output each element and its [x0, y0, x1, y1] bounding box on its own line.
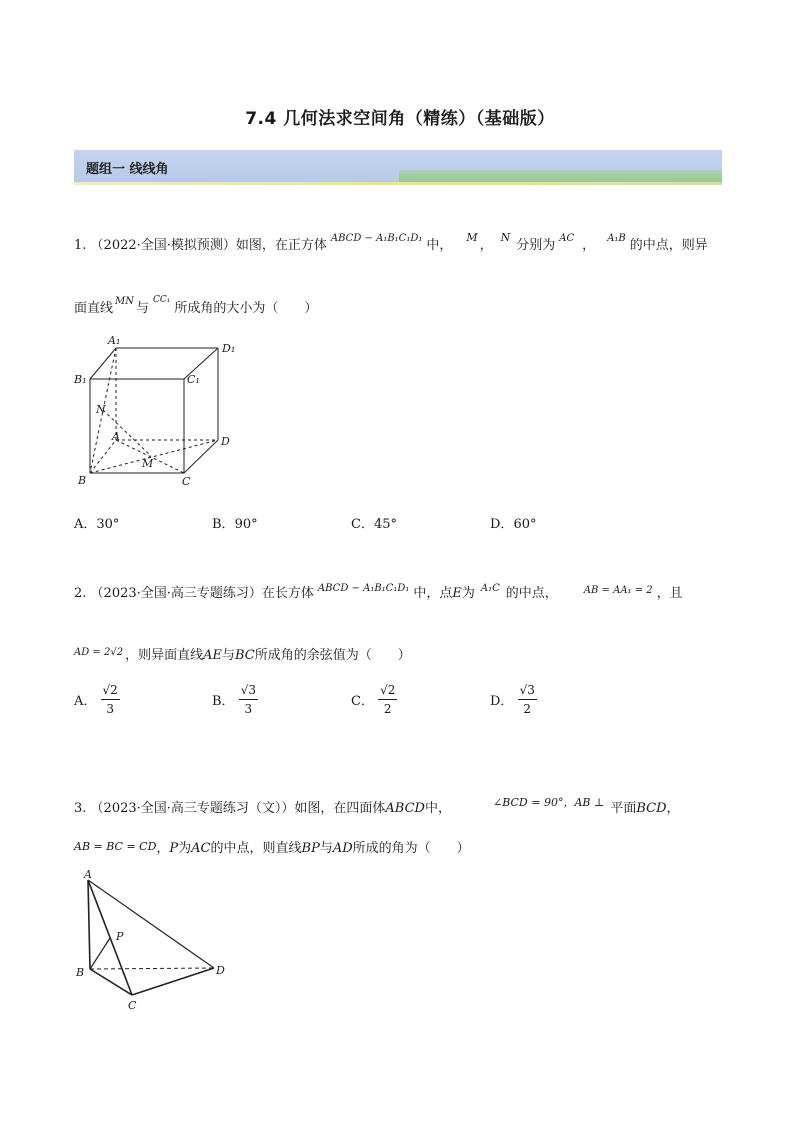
- question-text: 与: [319, 841, 333, 856]
- question-text: 在长方体: [261, 586, 314, 601]
- label-c: C: [182, 475, 191, 488]
- label-p: P: [116, 930, 124, 943]
- label-c1: C₁: [187, 373, 200, 386]
- math-bcd: BCD: [636, 801, 667, 816]
- fraction-numerator: √3: [518, 684, 537, 700]
- label-d1: D₁: [222, 342, 236, 355]
- label-c: C: [128, 999, 137, 1012]
- question-text: 如图，在四面体: [294, 801, 386, 816]
- q2-option-a[interactable]: [74, 684, 120, 715]
- question-text: 为: [461, 586, 475, 601]
- label-a: A: [112, 430, 120, 443]
- option-value: 45°: [373, 517, 397, 532]
- label-a1: A₁: [108, 334, 121, 347]
- math-bc: BC: [235, 648, 255, 663]
- cube-figure: [74, 332, 244, 492]
- option-label: C．: [351, 694, 374, 709]
- section-header-strip: [399, 170, 722, 182]
- question-text: 的中点，则直线: [210, 841, 302, 856]
- option-fraction: [239, 684, 258, 715]
- question-3-line-1: [74, 797, 680, 816]
- question-number: 3.: [74, 801, 87, 816]
- section-label: 题组一 线线角: [86, 162, 169, 177]
- question-text: 所成角的大小为（ ）: [174, 301, 318, 316]
- question-text: 与: [221, 648, 235, 663]
- question-text: ，: [479, 238, 493, 253]
- fraction-numerator: √3: [239, 684, 258, 700]
- math-bp: BP: [301, 841, 320, 856]
- option-label: A．: [74, 517, 97, 532]
- label-d: D: [221, 435, 230, 448]
- label-b: B: [78, 474, 87, 487]
- label-n: N: [96, 403, 106, 416]
- math-p: P: [169, 841, 179, 856]
- math-a1c: A₁C: [480, 583, 500, 594]
- label-a: A: [84, 868, 92, 881]
- q2-option-b[interactable]: [212, 684, 258, 715]
- question-source: （2023·全国·高三专题练习）: [90, 586, 262, 601]
- q1-option-c[interactable]: [351, 513, 397, 532]
- question-text: ，则异面直线: [125, 648, 204, 663]
- question-text: 中，: [426, 238, 453, 253]
- q1-option-d[interactable]: [490, 513, 536, 532]
- question-text: 所成的角为（ ）: [352, 841, 470, 856]
- fraction-denominator: 2: [383, 702, 392, 716]
- fraction-denominator: 2: [523, 702, 532, 716]
- section-header: [74, 150, 722, 182]
- fraction-numerator: √2: [101, 684, 120, 700]
- question-text: 的中点，则异: [629, 238, 708, 253]
- question-text: 面直线: [74, 301, 114, 316]
- question-1-line-2: [74, 297, 317, 316]
- question-text: 如图，在正方体: [235, 238, 327, 253]
- math-ae: AE: [203, 648, 222, 663]
- question-source: （2023·全国·高三专题练习（文））: [90, 801, 295, 816]
- question-2-line-1: [74, 582, 683, 601]
- option-label: B．: [212, 517, 235, 532]
- question-text: 与: [136, 301, 150, 316]
- question-text: 中，点: [413, 586, 453, 601]
- question-text: ，: [666, 801, 680, 816]
- fraction-denominator: 3: [106, 702, 114, 716]
- option-value: 30°: [96, 517, 120, 532]
- fraction-denominator: 3: [244, 702, 253, 716]
- question-text: ，且: [656, 586, 683, 601]
- question-text: 中，: [424, 801, 451, 816]
- q1-option-a[interactable]: [74, 513, 119, 532]
- option-value: 90°: [234, 517, 258, 532]
- label-m: M: [142, 457, 154, 470]
- option-fraction: [101, 684, 120, 715]
- option-value: 60°: [513, 517, 537, 532]
- question-2-line-2: [74, 644, 411, 663]
- math-box: ABCD − A₁B₁C₁D₁: [317, 583, 410, 594]
- tetrahedron-figure: [74, 866, 244, 1016]
- option-label: D．: [490, 694, 514, 709]
- section-header-underline: [74, 182, 722, 185]
- math-eq2: AD = 2√2: [74, 647, 124, 658]
- option-fraction: [378, 684, 397, 715]
- question-text: ，: [156, 841, 170, 856]
- question-number: 2.: [74, 586, 87, 601]
- math-e: E: [452, 586, 462, 601]
- option-fraction: [518, 684, 537, 715]
- label-d: D: [216, 964, 225, 977]
- question-1-line-1: [74, 231, 708, 253]
- math-ad: AD: [332, 841, 353, 856]
- label-b: B: [76, 966, 85, 979]
- math-eq1: AB = AA₁ = 2: [583, 585, 653, 596]
- option-label: B．: [212, 694, 235, 709]
- question-text: 平面: [610, 801, 637, 816]
- math-cube: ABCD − A₁B₁C₁D₁: [330, 233, 423, 244]
- q2-option-c[interactable]: [351, 684, 397, 715]
- option-label: A．: [74, 694, 97, 709]
- question-text: 的中点，: [505, 586, 558, 601]
- question-3-line-2: [74, 837, 470, 856]
- page-title: 7.4 几何法求空间角（精练）（基础版）: [245, 109, 555, 129]
- question-source: （2022·全国·模拟预测）: [90, 238, 236, 253]
- question-text: 分别为: [516, 238, 556, 253]
- question-text: 为: [178, 841, 192, 856]
- question-text: 所成角的余弦值为（ ）: [254, 648, 411, 663]
- option-label: D．: [490, 517, 514, 532]
- math-n: N: [500, 231, 511, 244]
- question-number: 1.: [74, 238, 87, 253]
- math-abcd: ABCD: [385, 801, 425, 816]
- math-eq: AB = BC = CD: [74, 840, 157, 853]
- q2-option-d[interactable]: [490, 684, 537, 715]
- math-cc1: CC₁: [153, 295, 171, 305]
- option-label: C．: [351, 517, 374, 532]
- fraction-numerator: √2: [378, 684, 397, 700]
- math-mn: MN: [115, 296, 135, 307]
- q1-option-b[interactable]: [212, 513, 258, 532]
- math-angle: ∠BCD = 90°，AB ⊥: [493, 796, 605, 809]
- math-ac: AC: [559, 233, 575, 244]
- math-ac: AC: [191, 841, 211, 856]
- math-m: M: [466, 231, 478, 244]
- math-a1b: A₁B: [607, 233, 626, 244]
- label-b1: B₁: [74, 373, 87, 386]
- question-text: ，: [582, 238, 596, 253]
